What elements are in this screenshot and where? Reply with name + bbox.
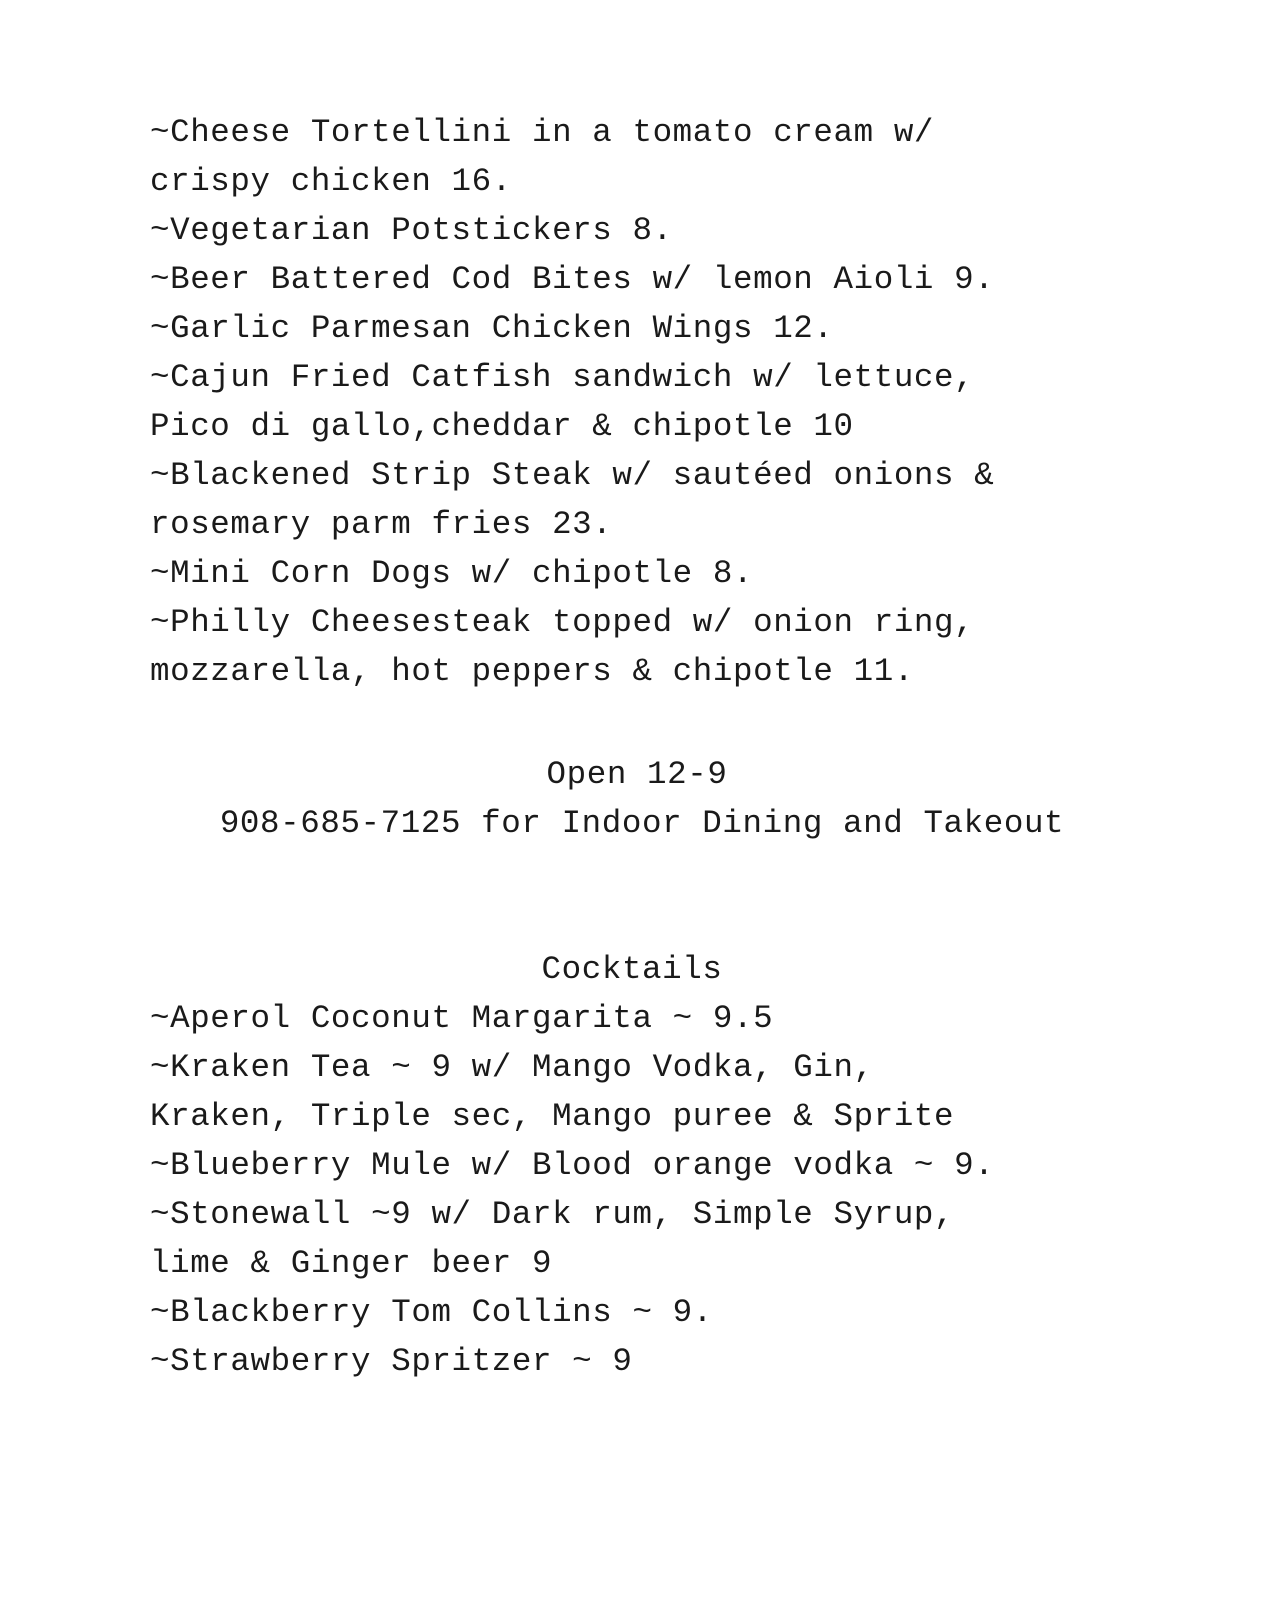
cocktail-line: ~Blueberry Mule w/ Blood orange vodka ~ 9. xyxy=(150,1147,995,1184)
phone-info: 908-685-7125 for Indoor Dining and Takeout xyxy=(219,805,1065,842)
cocktail-line: ~Strawberry Spritzer ~ 9 xyxy=(150,1343,633,1380)
food-line: crispy chicken 16. xyxy=(150,163,512,200)
food-line: ~Blackened Strip Steak w/ sautéed onions & xyxy=(150,457,995,494)
food-menu xyxy=(150,108,1150,696)
food-line: rosemary parm fries 23. xyxy=(150,506,613,543)
cocktail-line: lime & Ginger beer 9 xyxy=(150,1245,553,1282)
food-line: ~Cajun Fried Catfish sandwich w/ lettuce, xyxy=(150,359,975,396)
cocktail-line: ~Aperol Coconut Margarita ~ 9.5 xyxy=(150,1000,774,1037)
food-line: ~Vegetarian Potstickers 8. xyxy=(150,212,673,249)
cocktail-line: Kraken, Triple sec, Mango puree & Sprite xyxy=(150,1098,955,1135)
cocktail-line: ~Stonewall ~9 w/ Dark rum, Simple Syrup, xyxy=(150,1196,955,1233)
cocktail-line: ~Blackberry Tom Collins ~ 9. xyxy=(150,1294,713,1331)
food-line: mozzarella, hot peppers & chipotle 11. xyxy=(150,653,914,690)
food-line: ~Philly Cheesesteak topped w/ onion ring, xyxy=(150,604,975,641)
cocktails-heading: Cocktails xyxy=(541,951,723,988)
cocktail-menu xyxy=(150,994,1150,1386)
food-line: ~Cheese Tortellini in a tomato cream w/ xyxy=(150,114,935,151)
cocktail-line: ~Kraken Tea ~ 9 w/ Mango Vodka, Gin, xyxy=(150,1049,874,1086)
hours-info xyxy=(0,750,1284,848)
food-line: ~Beer Battered Cod Bites w/ lemon Aioli 9. xyxy=(150,261,995,298)
food-line: Pico di gallo,cheddar & chipotle 10 xyxy=(150,408,854,445)
food-line: ~Mini Corn Dogs w/ chipotle 8. xyxy=(150,555,754,592)
food-line: ~Garlic Parmesan Chicken Wings 12. xyxy=(150,310,834,347)
opening-hours: Open 12-9 xyxy=(546,756,728,793)
